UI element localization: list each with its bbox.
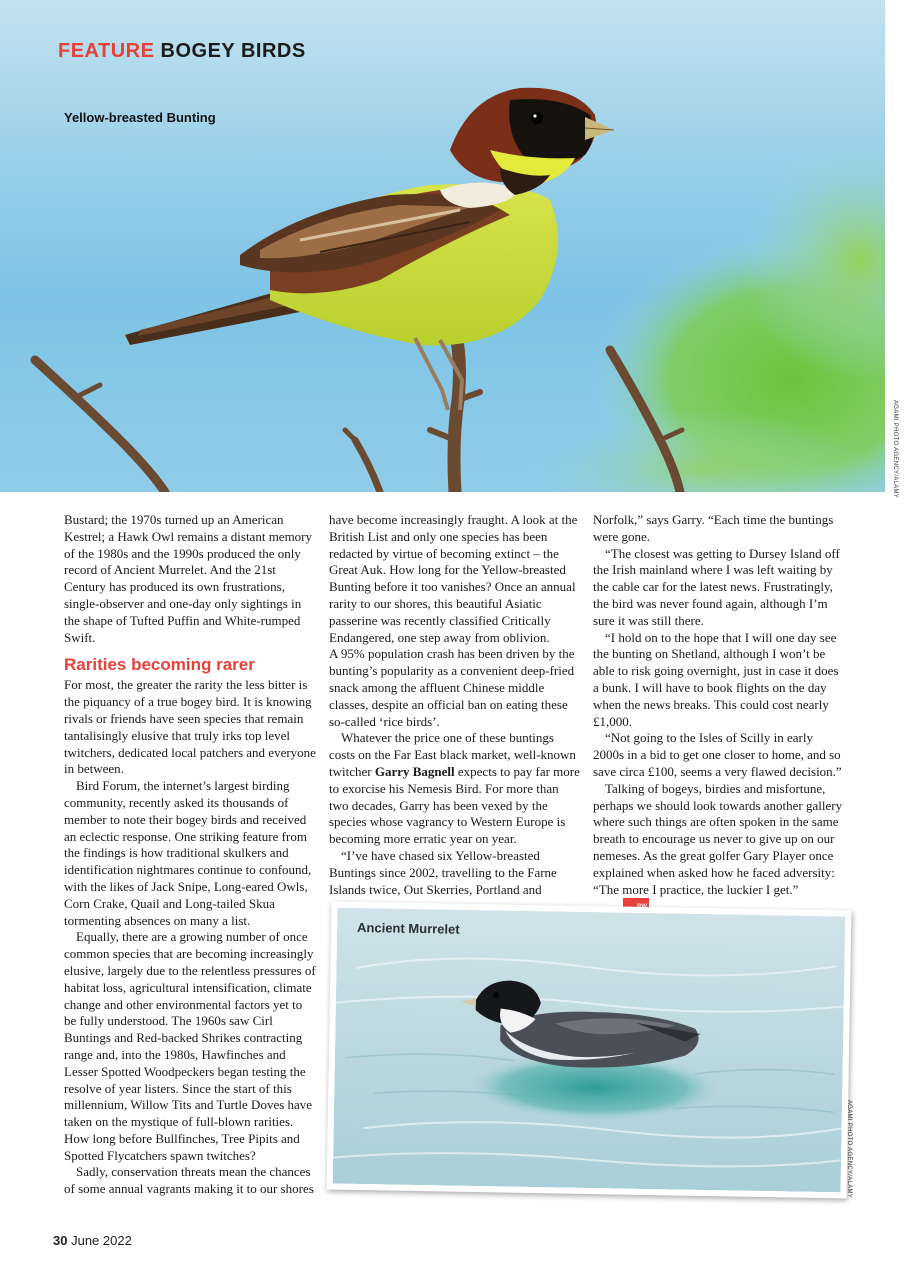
- issue-date: June 2022: [71, 1233, 132, 1248]
- col3-paragraph-5: [593, 781, 843, 917]
- person-name-garry-bagnell: Garry Bagnell: [374, 763, 455, 779]
- yellow-breasted-bunting-illustration: [0, 0, 885, 492]
- ancient-murrelet-illustration: [333, 908, 846, 1193]
- col2-paragraph-3-lead: Whatever the price one of these buntings costs on the Far East black market, well-known twitcher: [329, 730, 576, 779]
- col3-paragraph-1: Norfolk,” says Garry. “Each time the buntings were gone.: [593, 512, 834, 544]
- hero-photo: [0, 0, 885, 492]
- inset-photo-caption: Ancient Murrelet: [356, 919, 460, 937]
- article-column-2: [329, 512, 581, 898]
- hero-photo-caption: Yellow-breasted Bunting: [64, 110, 216, 125]
- col1-paragraph-2: Bird Forum, the internet’s largest birding community, recently asked its thousands of member to note their bogey birds and received an eclectic response. One striking feature from the findings is how traditional skulkers and identification nightmares continue to confound, with the likes of Jack Snipe, Long-eared Owls, Corn Crake, Quail and Long-tailed Skua tormenting absences on many a list.: [64, 778, 312, 928]
- col2-paragraph-3-rest: expects to pay far more to exorcise his Nemesis Bird. For more than two decades, Garry has been vexed by the species whose vagrancy to Western Europe is becoming more erratic year on year.: [329, 763, 580, 847]
- col1-paragraph-4: Sadly, conservation threats mean the chances of some annual vagrants making it to our shores: [64, 1164, 314, 1197]
- col3-paragraph-4: “Not going to the Isles of Scilly in early 2000s in a bid to get one closer to home, and so save circa £100, seems a very flawed decision.”: [593, 730, 842, 779]
- article-column-3: [593, 512, 843, 917]
- inset-photo-credit: AGAMI PHOTO AGENCY/ALAMY: [846, 1100, 852, 1199]
- col2-paragraph-1: have become increasingly fraught. A look at the British List and only one species has been redacted by virtue of becoming extinct – the Great Auk. How long for the Yellow-breasted Bunting before it too vanishes? Once an annual rarity to our shores, this beautiful Asiatic passerine was recently classified Critically Endangered, one step away from oblivion.: [329, 512, 578, 645]
- col2-paragraph-4: “I’ve have chased six Yellow-breasted Buntings since 2002, travelling to the Farne Islands twice, Out Skerries, Portland and: [329, 847, 557, 897]
- article-column-1: [64, 512, 316, 1198]
- bunting-figure: [125, 88, 614, 410]
- hero-photo-credit: AGAMI PHOTO AGENCY/ALAMY: [892, 400, 898, 499]
- col2-paragraph-3: [329, 730, 581, 848]
- page-number: 30: [53, 1233, 68, 1248]
- col2-paragraph-2: A 95% population crash has been driven by the bunting’s popularity as a convenient deep-fried snack among the affluent Chinese middle classes, despite an official ban on eating these so-called ‘rice birds’.: [329, 646, 575, 729]
- col3-paragraph-5-text: Talking of bogeys, birdies and misfortune, perhaps we should look towards another gallery where such things are often spoken in the same breath to encourage us never to give up on our nemeses. As the great golfer Gary Player once explained when asked how he faced adversity: “The more I practice, the luckier I get.”: [593, 780, 843, 897]
- col1-paragraph-1: For most, the greater the rarity the less bitter is the piquancy of a true bogey bird. It is knowing rivals or friends have seen species that remain tantalisingly elusive that truly irks top level twitchers, dedicated local patchers and everyone in between.: [64, 677, 316, 777]
- kicker-title: BOGEY BIRDS: [160, 40, 306, 62]
- inset-photo: [333, 908, 846, 1193]
- col1-intro-paragraph: Bustard; the 1970s turned up an American Kestrel; a Hawk Owl remains a distant memory of the 1980s and the 1990s produced the only record of Ancient Murrelet. And the 21st Century has produced its own frustrations, single-observer and one-day only sightings in the shape of Tufted Puffin and White-rumped Swift.: [64, 512, 313, 645]
- page-folio: [53, 1233, 132, 1248]
- kicker-feature-label: FEATURE: [58, 40, 155, 62]
- subhead-rarities: Rarities becoming rarer: [64, 655, 255, 675]
- col3-paragraph-3: “I hold on to the hope that I will one day see the bunting on Shetland, although I won’t be able to risk going overnight, just in case it does a bunk. I will have to book flights on the day when the news breaks. This could cost nearly £1,000.: [593, 629, 839, 729]
- col3-paragraph-2: “The closest was getting to Dursey Island off the Irish mainland where I was left waiting by the cable car for the latest news. Frustratingly, the bird was never found again, although I’m sure it was still there.: [593, 545, 840, 628]
- feature-kicker: [58, 39, 306, 63]
- col1-paragraph-3: Equally, there are a growing number of once common species that are becoming increasingly elusive, largely due to the relentless pressures of habitat loss, agricultural intensification, climate change and other environmental factors yet to be fully understood. The 1960s saw Cirl Buntings and Red-backed Shrikes contracting range and, into the 1980s, Hawfinches and Lesser Spotted Woodpeckers began testing the resolve of year listers. Since the start of this millennium, Willow Tits and Turtle Doves have taken on the mystique of full-blown rarities. How long before Bullfinches, Tree Pipits and Spotted Flycatchers spawn twitches?: [64, 929, 316, 1163]
- inset-photo-frame: [327, 901, 852, 1198]
